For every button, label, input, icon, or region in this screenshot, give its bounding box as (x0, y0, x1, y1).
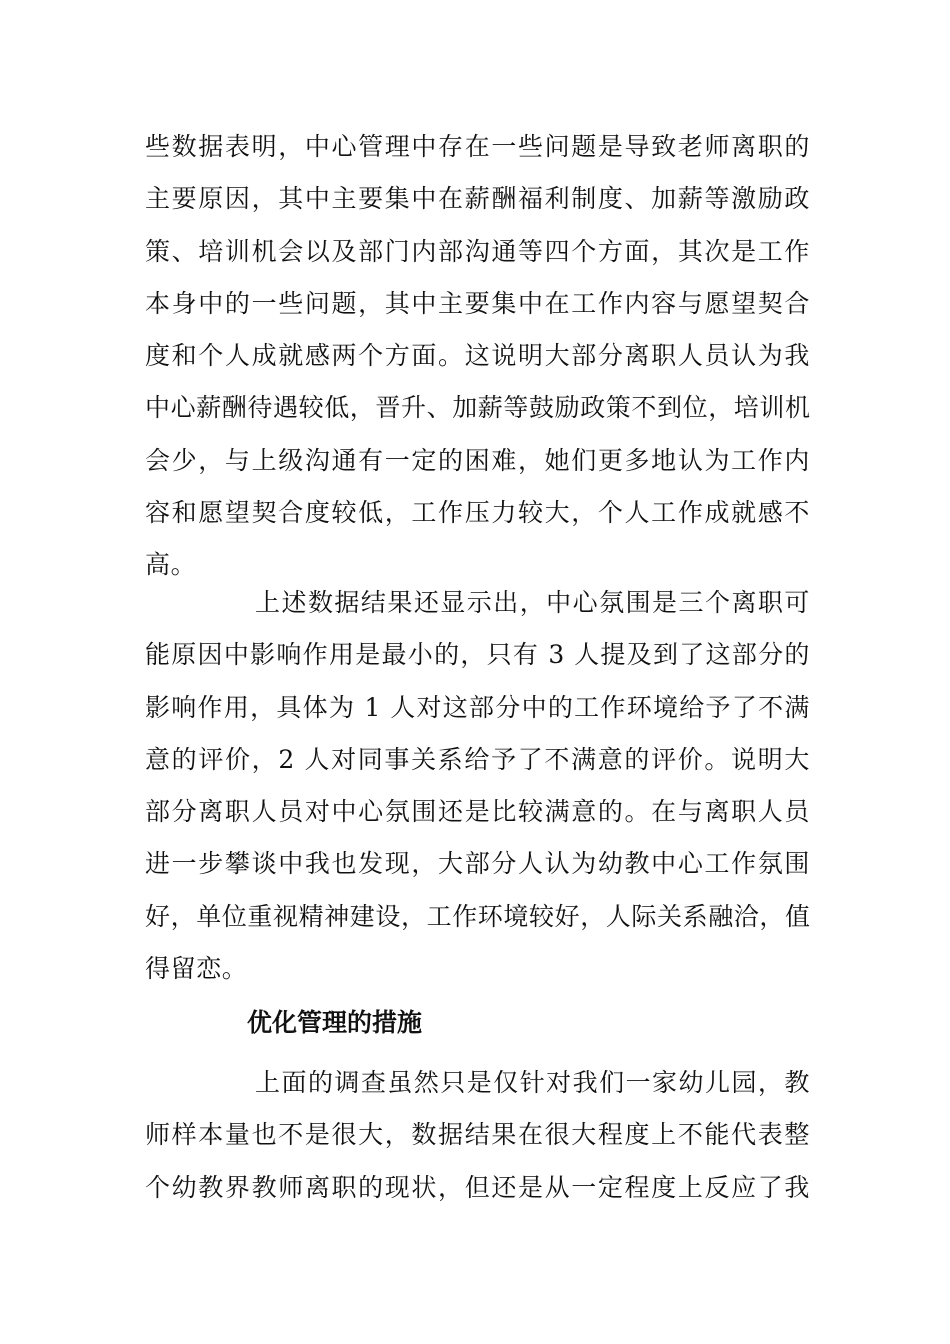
paragraph-2-line: 进一步攀谈中我也发现，大部分人认为幼教中心工作氛围 (145, 849, 810, 879)
paragraph-2-line: 意的评价，2 人对同事关系给予了不满意的评价。说明大 (145, 744, 810, 774)
paragraph-2 (145, 588, 810, 1006)
paragraph-2-line: 影响作用，具体为 1 人对这部分中的工作环境给予了不满 (145, 692, 810, 722)
paragraph-1-line: 些数据表明，中心管理中存在一些问题是导致老师离职的 (145, 132, 810, 161)
paragraph-3-line: 个幼教界教师离职的现状，但还是从一定程度上反应了我 (145, 1172, 810, 1202)
paragraph-2-line: 能原因中影响作用是最小的，只有 3 人提及到了这部分的 (145, 640, 810, 670)
paragraph-1-line: 高。 (145, 550, 197, 580)
paragraph-1-line: 度和个人成就感两个方面。这说明大部分离职人员认为我 (145, 341, 810, 371)
section-heading: 优化管理的措施 (247, 1008, 423, 1037)
paragraph-2-line: 好，单位重视精神建设，工作环境较好，人际关系融洽，值 (145, 901, 811, 931)
paragraph-2-line: 上述数据结果还显示出，中心氛围是三个离职可 (255, 588, 810, 617)
paragraph-1-line: 容和愿望契合度较低，工作压力较大，个人工作成就感不 (145, 498, 810, 528)
paragraph-2-line: 得留恋。 (145, 954, 248, 984)
paragraph-1-line: 本身中的一些问题，其中主要集中在工作内容与愿望契合 (145, 288, 810, 318)
paragraph-1 (145, 132, 810, 603)
paragraph-1-line: 主要原因，其中主要集中在薪酬福利制度、加薪等激励政 (145, 184, 810, 214)
paragraph-3-line: 师样本量也不是很大，数据结果在很大程度上不能代表整 (145, 1120, 810, 1150)
paragraph-3-line: 上面的调查虽然只是仅针对我们一家幼儿园，教 (255, 1068, 810, 1097)
paragraph-1-line: 策、培训机会以及部门内部沟通等四个方面，其次是工作 (145, 236, 810, 266)
paragraph-1-line: 中心薪酬待遇较低，晋升、加薪等鼓励政策不到位，培训机 (145, 393, 811, 423)
paragraph-1-line: 会少，与上级沟通有一定的困难，她们更多地认为工作内 (145, 445, 810, 475)
paragraph-3 (145, 1068, 810, 1225)
paragraph-2-line: 部分离职人员对中心氛围还是比较满意的。在与离职人员 (145, 797, 810, 827)
